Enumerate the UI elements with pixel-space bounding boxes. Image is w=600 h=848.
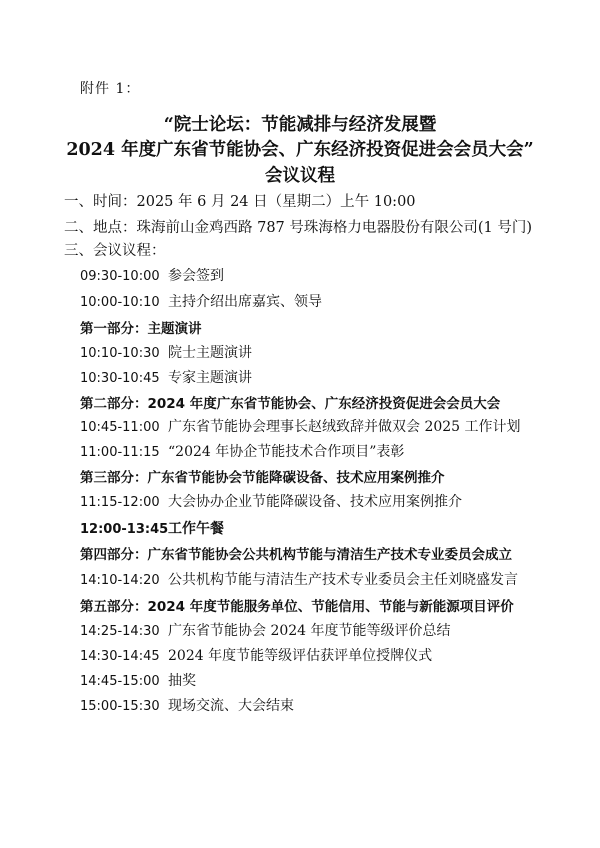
agenda-time: 14:45-15:00 bbox=[80, 674, 160, 689]
agenda-row bbox=[80, 645, 432, 665]
title-line-3: 会议议程 bbox=[265, 166, 335, 186]
agenda-time: 10:30-10:45 bbox=[80, 371, 160, 386]
agenda-desc: 抽奖 bbox=[168, 673, 196, 689]
meeting-time: 一、时间：2025 年 6 月 24 日（星期二）上午 10:00 bbox=[64, 194, 416, 210]
agenda-desc: 主持介绍出席嘉宾、领导 bbox=[168, 294, 322, 310]
agenda-time: 09:30-10:00 bbox=[80, 269, 160, 284]
agenda-row bbox=[80, 670, 196, 690]
section-heading: 第四部分：广东省节能协会公共机构节能与清洁生产技术专业委员会成立 bbox=[80, 547, 512, 563]
agenda-row bbox=[80, 620, 451, 640]
agenda-row bbox=[80, 695, 294, 715]
agenda-desc: 大会协办企业节能降碳设备、技术应用案例推介 bbox=[168, 494, 462, 510]
agenda-time: 12:00-13:45 bbox=[80, 522, 169, 537]
agenda-row bbox=[80, 569, 518, 589]
agenda-desc: 广东省节能协会理事长赵绒致辞并做双会 2025 工作计划 bbox=[168, 419, 521, 435]
agenda-row-lunch bbox=[80, 518, 224, 538]
title-line-2: 2024 年度广东省节能协会、广东经济投资促进会会员大会” bbox=[66, 140, 534, 160]
agenda-time: 11:00-11:15 bbox=[80, 445, 160, 460]
section-heading: 第五部分：2024 年度节能服务单位、节能信用、节能与新能源项目评价 bbox=[80, 599, 514, 615]
agenda-desc: “2024 年协企节能技术合作项目”表彰 bbox=[168, 444, 405, 460]
agenda-row bbox=[80, 265, 224, 285]
agenda-time: 10:45-11:00 bbox=[80, 420, 160, 435]
meeting-location: 二、地点：珠海前山金鸡西路 787 号珠海格力电器股份有限公司(1 号门) bbox=[64, 220, 533, 236]
agenda-row bbox=[80, 491, 462, 511]
agenda-desc: 工作午餐 bbox=[168, 521, 224, 537]
agenda-heading: 三、会议议程： bbox=[64, 243, 166, 259]
agenda-time: 11:15-12:00 bbox=[80, 495, 160, 510]
section-heading: 第一部分：主题演讲 bbox=[80, 321, 202, 337]
agenda-time: 14:10-14:20 bbox=[80, 573, 160, 588]
agenda-desc: 广东省节能协会 2024 年度节能等级评价总结 bbox=[168, 623, 451, 639]
agenda-time: 14:25-14:30 bbox=[80, 624, 160, 639]
agenda-row bbox=[80, 416, 521, 436]
agenda-time: 10:10-10:30 bbox=[80, 346, 160, 361]
agenda-desc: 2024 年度节能等级评估获评单位授牌仪式 bbox=[168, 648, 433, 664]
agenda-time: 15:00-15:30 bbox=[80, 699, 160, 714]
agenda-row bbox=[80, 441, 404, 461]
section-heading: 第二部分：2024 年度广东省节能协会、广东经济投资促进会会员大会 bbox=[80, 396, 501, 412]
agenda-time: 14:30-14:45 bbox=[80, 649, 160, 664]
agenda-row bbox=[80, 291, 322, 311]
agenda-desc: 参会签到 bbox=[168, 268, 224, 284]
title-line-1: “院士论坛：节能减排与经济发展暨 bbox=[163, 115, 437, 135]
agenda-desc: 公共机构节能与清洁生产技术专业委员会主任刘晓盛发言 bbox=[168, 572, 518, 588]
agenda-row bbox=[80, 367, 252, 387]
section-heading: 第三部分：广东省节能协会节能降碳设备、技术应用案例推介 bbox=[80, 470, 445, 486]
attachment-label: 附件 1： bbox=[80, 81, 141, 97]
agenda-desc: 现场交流、大会结束 bbox=[168, 698, 294, 714]
agenda-row bbox=[80, 342, 252, 362]
agenda-desc: 院士主题演讲 bbox=[168, 345, 252, 361]
agenda-desc: 专家主题演讲 bbox=[168, 370, 252, 386]
agenda-time: 10:00-10:10 bbox=[80, 295, 160, 310]
